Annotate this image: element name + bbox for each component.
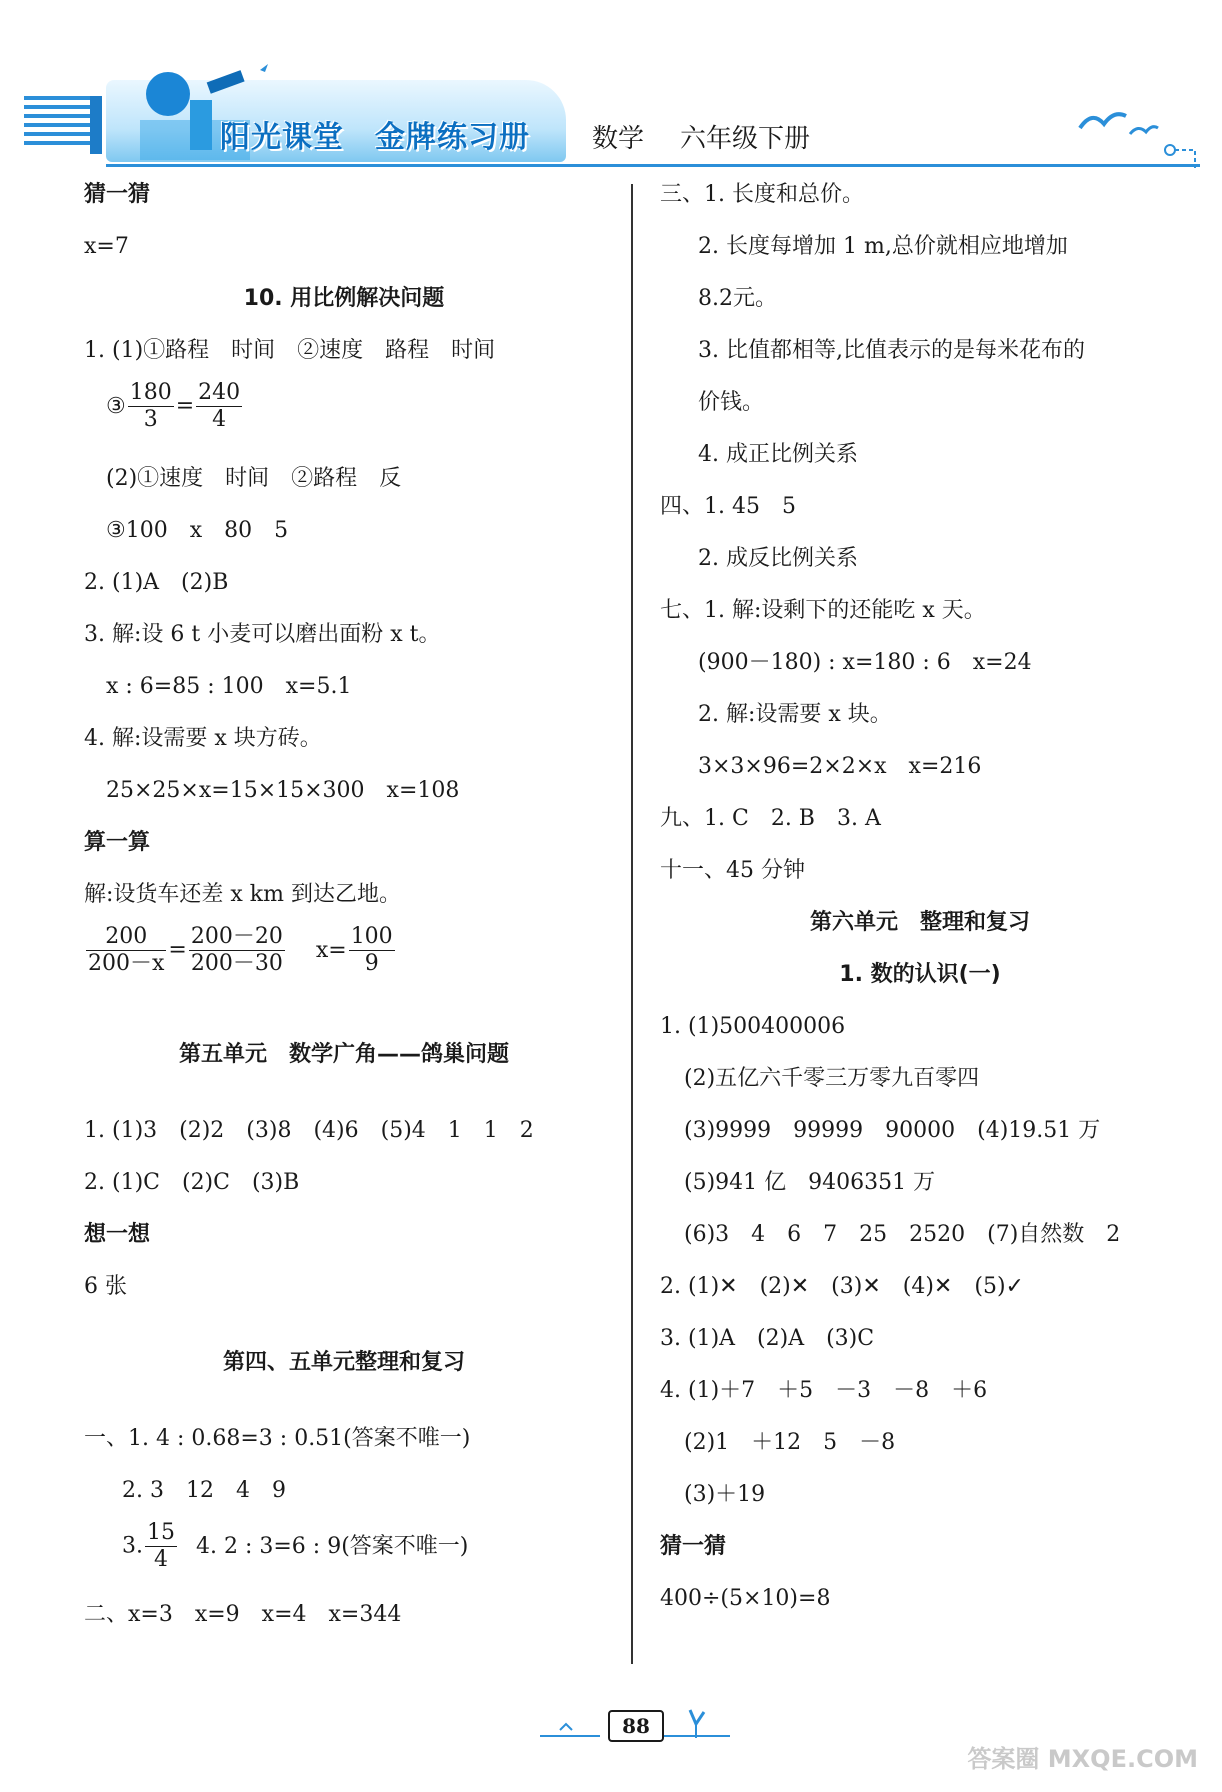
- section-think: 想一想: [84, 1222, 151, 1247]
- answer-line: 2. (1)C (2)C (3)B: [84, 1170, 300, 1195]
- answer-line: ③100 x 80 5: [106, 518, 289, 543]
- answer-line: 解:设货车还差 x km 到达乙地。: [84, 882, 401, 907]
- answer-line: (6)3 4 6 7 25 2520 (7)自然数 2: [684, 1222, 1121, 1247]
- header-stripes: [24, 96, 92, 154]
- answer-line: (2)①速度 时间 ②路程 反: [106, 466, 402, 491]
- answer-line: 2. 解:设需要 x 块。: [698, 702, 892, 727]
- answer-line: 2. (1)✕ (2)✕ (3)✕ (4)✕ (5)✓: [660, 1274, 1024, 1299]
- answer-line: 2. 长度每增加 1 m,总价就相应地增加: [698, 234, 1068, 259]
- answer-line: (3)＋19: [684, 1482, 766, 1507]
- section-title-10: 10. 用比例解决问题: [243, 286, 445, 311]
- answer-line: 1. (1)3 (2)2 (3)8 (4)6 (5)4 1 1 2: [84, 1118, 534, 1143]
- answer-line: x : 6=85 : 100 x=5.1: [106, 674, 352, 699]
- fraction: $\frac{180}{3}$: [129, 380, 172, 432]
- fraction: $\frac{200}{200-x}$: [88, 924, 165, 976]
- answer-line: (2)1 ＋12 5 －8: [684, 1430, 896, 1455]
- answer-line: x=7: [84, 234, 129, 259]
- answer-line: 3. (1)A (2)A (3)C: [660, 1326, 875, 1351]
- answer-line: 3×3×96=2×2×x x=216: [698, 754, 982, 779]
- section-guess-2: 猜一猜: [660, 1534, 727, 1559]
- page-number: 88: [608, 1710, 664, 1742]
- answer-line: 价钱。: [698, 390, 765, 415]
- answer-line: 2. 成反比例关系: [698, 546, 858, 571]
- answer-line: 七、1. 解:设剩下的还能吃 x 天。: [660, 598, 986, 623]
- answer-line: 九、1. C 2. B 3. A: [660, 806, 881, 831]
- column-divider: [631, 184, 633, 1664]
- answer-line: 6 张: [84, 1274, 127, 1299]
- fraction: $\frac{15}{4}$: [147, 1520, 175, 1572]
- answer-line: 4. 解:设需要 x 块方砖。: [84, 726, 322, 751]
- fraction: $\frac{240}{4}$: [198, 380, 241, 432]
- answer-fraction-line: ③ $\frac{180}{3}$ = $\frac{240}{4}$: [106, 380, 241, 432]
- answer-line: 8.2元。: [698, 286, 777, 311]
- answer-line: 四、1. 45 5: [660, 494, 796, 519]
- fraction: $\frac{100}{9}$: [350, 924, 393, 976]
- section-calc: 算一算: [84, 830, 151, 855]
- unit6-title: 第六单元 整理和复习: [809, 910, 1030, 935]
- subject-label: 数学: [592, 124, 645, 154]
- circled-three: ③: [106, 393, 126, 419]
- section-title-1: 1. 数的认识(一): [839, 962, 1001, 987]
- answer-line: 3. 解:设 6 t 小麦可以磨出面粉 x t。: [84, 622, 441, 647]
- answer-line: 一、1. 4 : 0.68=3 : 0.51(答案不唯一): [84, 1426, 471, 1451]
- answer-line: 1. (1)①路程 时间 ②速度 路程 时间: [84, 338, 496, 363]
- answer-line: 十一、45 分钟: [660, 858, 805, 883]
- answer-line: (3)9999 99999 90000 (4)19.51 万: [684, 1118, 1101, 1143]
- answer-fraction-line: $\frac{200}{200-x}$ = $\frac{200-20}{200-30}$ x= $\frac{100}{9}$: [88, 924, 393, 976]
- unit5-title: 第五单元 数学广角——鸽巢问题: [178, 1042, 509, 1067]
- section-guess: 猜一猜: [84, 182, 151, 207]
- review-45-title: 第四、五单元整理和复习: [222, 1350, 465, 1375]
- header-rule: [106, 164, 1200, 167]
- answer-line: 1. (1)500400006: [660, 1014, 846, 1039]
- answer-line: (5)941 亿 9406351 万: [684, 1170, 936, 1195]
- page-header: [20, 60, 1200, 170]
- seagulls-icon: [1070, 88, 1200, 168]
- answer-fraction-line: 3. $\frac{15}{4}$ 4. 2 : 3=6 : 9(答案不唯一): [122, 1520, 469, 1572]
- fraction: $\frac{200-20}{200-30}$: [190, 924, 283, 976]
- answer-line: (2)五亿六千零三万零九百零四: [684, 1066, 980, 1091]
- answer-line: 三、1. 长度和总价。: [660, 182, 864, 207]
- answer-line: 二、x=3 x=9 x=4 x=344: [84, 1602, 402, 1627]
- answer-line: 3. 比值都相等,比值表示的是每米花布的: [698, 338, 1085, 363]
- answer-line: 4. (1)＋7 ＋5 －3 －8 ＋6: [660, 1378, 988, 1403]
- answer-line: 2. 3 12 4 9: [122, 1478, 286, 1503]
- answer-line: 25×25×x=15×15×300 x=108: [106, 778, 460, 803]
- answer-line: 400÷(5×10)=8: [660, 1586, 831, 1611]
- brand-title: 阳光课堂 金牌练习册: [220, 120, 530, 155]
- answer-line: 2. (1)A (2)B: [84, 570, 229, 595]
- answer-line: 4. 成正比例关系: [698, 442, 858, 467]
- answer-line: (900－180) : x=180 : 6 x=24: [698, 650, 1032, 675]
- page-footer: [540, 1700, 730, 1748]
- grade-label: 六年级下册: [680, 124, 811, 154]
- watermark: 答案圈 MXQE.COM: [967, 1745, 1198, 1773]
